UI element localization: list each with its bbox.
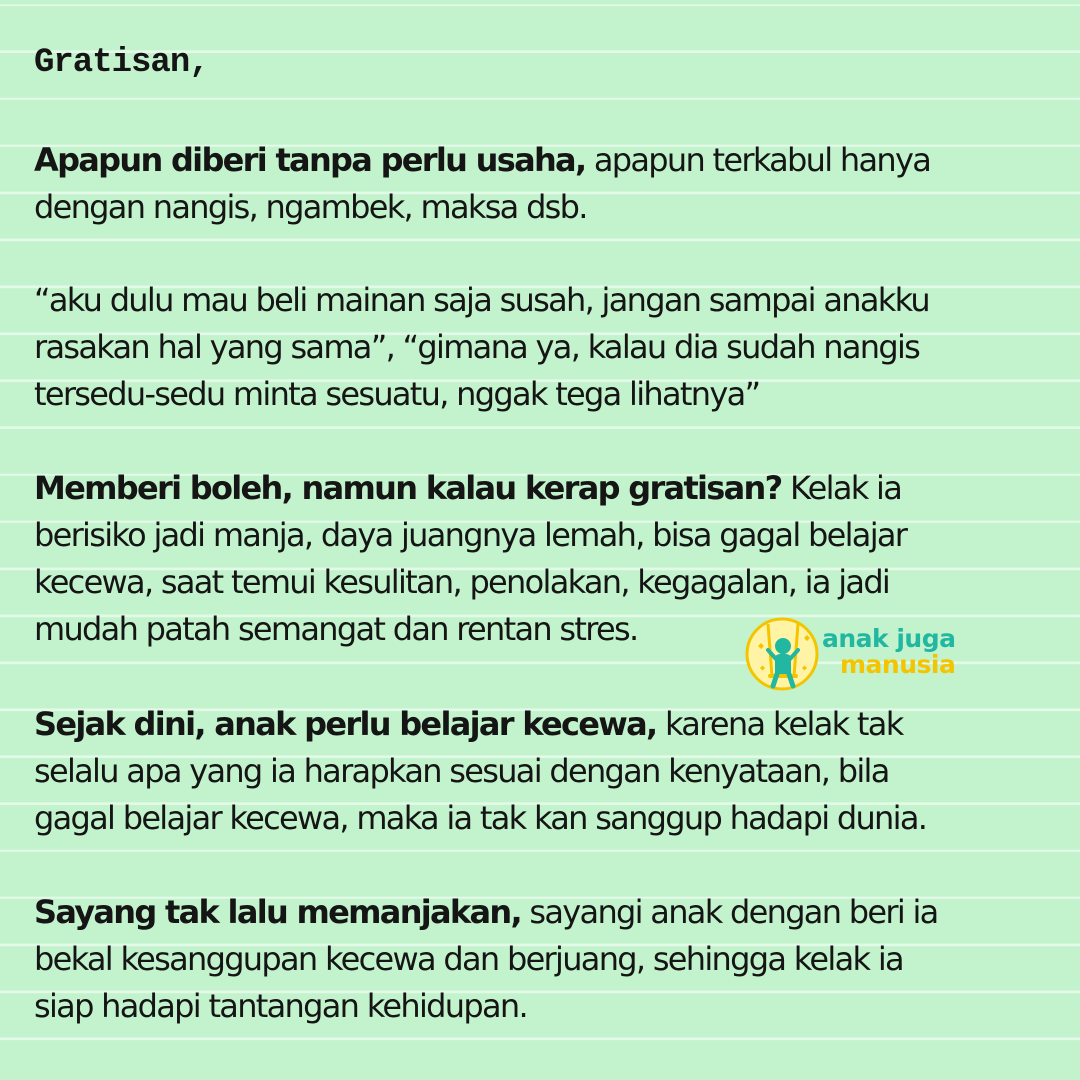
paragraph-text: tersedu-sedu minta sesuatu, nggak tega lihatnya” [34, 375, 760, 413]
paragraph-text: berisiko jadi manja, daya juangnya lemah, bisa gagal belajar [34, 516, 907, 554]
paragraph-2-quote [34, 277, 929, 418]
paragraph-text: siap hadapi tantangan kehidupan. [34, 987, 527, 1025]
brand-logo [744, 616, 974, 692]
paragraph-text: dengan nangis, ngambek, maksa dsb. [34, 188, 587, 226]
paragraph-text: kecewa, saat temui kesulitan, penolakan, kegagalan, ia jadi [34, 563, 890, 601]
salutation: Gratisan, [34, 44, 209, 82]
paragraph-text: Kelak ia [781, 469, 902, 507]
paragraph-lead: Apapun diberi tanpa perlu usaha, [34, 141, 586, 179]
paragraph-lead: Sejak dini, anak perlu belajar kecewa, [34, 705, 657, 743]
child-on-swing-icon [744, 616, 820, 692]
paragraph-5 [34, 889, 938, 1030]
paragraph-text: rasakan hal yang sama”, “gimana ya, kalau dia sudah nangis [34, 328, 920, 366]
paragraph-text: selalu apa yang ia harapkan sesuai dengan kenyataan, bila [34, 752, 889, 790]
paragraph-text: apapun terkabul hanya [585, 141, 931, 179]
paragraph-text: bekal kesanggupan kecewa dan berjuang, sehingga kelak ia [34, 940, 903, 978]
brand-wordmark-line1: anak juga [822, 624, 956, 653]
paragraph-lead: Sayang tak lalu memanjakan, [34, 893, 521, 931]
paragraph-lead: Memberi boleh, namun kalau kerap gratisan? [34, 469, 782, 507]
paragraph-text: sayangi anak dengan beri ia [520, 893, 938, 931]
brand-wordmark [822, 626, 956, 678]
paragraph-text: karena kelak tak [656, 705, 903, 743]
paragraph-text: “aku dulu mau beli mainan saja susah, jangan sampai anakku [34, 281, 929, 319]
paragraph-4 [34, 701, 926, 842]
brand-wordmark-line2: manusia [840, 650, 956, 679]
paragraph-text: mudah patah semangat dan rentan stres. [34, 610, 638, 648]
paragraph-text: gagal belajar kecewa, maka ia tak kan sanggup hadapi dunia. [34, 799, 927, 837]
paragraph-1 [34, 137, 930, 231]
